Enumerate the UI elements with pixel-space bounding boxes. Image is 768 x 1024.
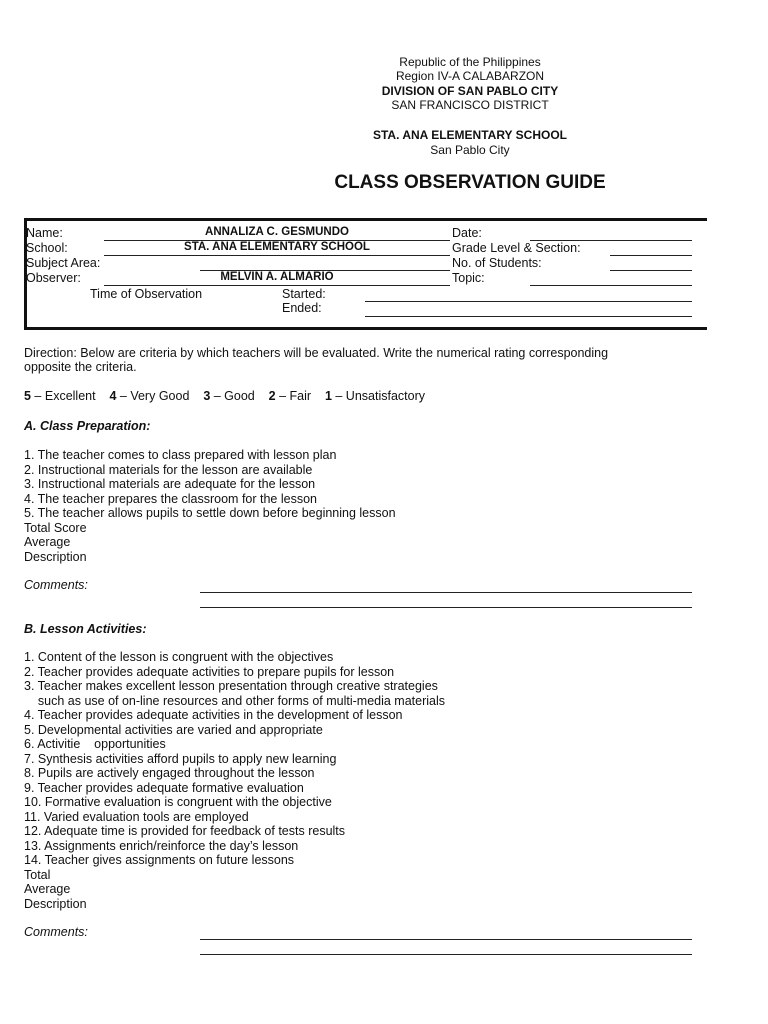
list-item: 1. Content of the lesson is congruent with the objectives: [24, 650, 334, 664]
list-item: Average: [24, 882, 71, 896]
list-item: Description: [24, 549, 87, 564]
scale-1-text: – Unsatisfactory: [331, 389, 425, 403]
name-value[interactable]: ANNALIZA C. GESMUNDO: [205, 226, 349, 238]
topic-line[interactable]: [530, 285, 692, 286]
list-item: 2. Teacher provides adequate activities to prepare pupils for lesson: [24, 664, 395, 679]
school-line: [104, 255, 450, 256]
section-a-comment-line-1[interactable]: [200, 592, 692, 593]
header-division: DIVISION OF SAN PABLO CITY: [381, 84, 559, 98]
list-item: 14. Teacher gives assignments on future lessons: [24, 853, 295, 867]
ended-label: Ended:: [282, 301, 322, 315]
grade-line[interactable]: [610, 255, 692, 256]
observer-label: Observer:: [26, 271, 81, 285]
list-item: Total: [24, 867, 51, 882]
scale-4-text: – Very Good: [116, 389, 190, 403]
section-b-comment-line-1[interactable]: [200, 939, 692, 940]
list-item: 5. The teacher allows pupils to settle down before beginning lesson: [24, 506, 396, 520]
list-item: 1. The teacher comes to class prepared with lesson plan: [24, 448, 337, 462]
section-a-comment-line-2[interactable]: [200, 607, 692, 608]
school-label: School:: [26, 241, 68, 255]
observer-line: [104, 285, 450, 286]
scale-4-num: 4: [109, 389, 117, 403]
header-city: San Pablo City: [430, 143, 510, 157]
list-item: 11. Varied evaluation tools are employed: [24, 809, 249, 824]
topic-label: Topic:: [452, 271, 485, 285]
time-of-observation-label: Time of Observation: [90, 287, 203, 301]
scale-5-num: 5: [24, 389, 31, 403]
ended-line[interactable]: [365, 316, 692, 317]
students-line[interactable]: [610, 270, 692, 271]
section-a-list: [24, 448, 396, 564]
scale-3-num: 3: [203, 389, 211, 403]
header-republic: Republic of the Philippines: [399, 55, 541, 69]
scale-3-text: – Good: [210, 389, 255, 403]
date-label: Date:: [452, 226, 482, 240]
observer-value[interactable]: MELVIN A. ALMARIO: [220, 271, 334, 283]
list-item: 8. Pupils are actively engaged throughout the lesson: [24, 766, 315, 780]
school-value[interactable]: STA. ANA ELEMENTARY SCHOOL: [184, 241, 370, 253]
list-item: 13. Assignments enrich/reinforce the day’s lesson: [24, 838, 299, 853]
list-item: 3. Teacher makes excellent lesson presentation through creative strategies: [24, 679, 438, 693]
scale-2-text: – Fair: [275, 389, 312, 403]
students-label: No. of Students:: [452, 256, 542, 270]
list-item: such as use of on-line resources and other forms of multi-media materials: [24, 693, 446, 708]
direction-line-1: Direction: Below are criteria by which teachers will be evaluated. Write the numerical rating corresponding: [24, 346, 609, 360]
grade-label: Grade Level & Section:: [452, 241, 581, 255]
header-district: SAN FRANCISCO DISTRICT: [391, 98, 549, 112]
header-school: STA. ANA ELEMENTARY SCHOOL: [372, 128, 567, 142]
subject-label: Subject Area:: [26, 256, 101, 270]
section-b-title: B. Lesson Activities:: [24, 622, 147, 636]
list-item: Average: [24, 535, 71, 549]
list-item: 12. Adequate time is provided for feedback of tests results: [24, 824, 346, 838]
list-item: 3. Instructional materials are adequate for the lesson: [24, 477, 316, 491]
list-item: Description: [24, 896, 87, 911]
list-item: 4. Teacher provides adequate activities in the development of lesson: [24, 708, 403, 722]
header-region: Region IV-A CALABARZON: [395, 69, 545, 83]
started-label: Started:: [282, 287, 326, 301]
list-item: Total Score: [24, 520, 87, 535]
section-a-comments-label: Comments:: [24, 578, 88, 592]
started-line[interactable]: [365, 301, 692, 302]
list-item: 6. Activitie opportunities: [24, 737, 166, 751]
scale-1-num: 1: [324, 389, 332, 403]
list-item: 4. The teacher prepares the classroom for the lesson: [24, 491, 317, 506]
list-item: 10. Formative evaluation is congruent with the objective: [24, 795, 332, 809]
name-label: Name:: [26, 226, 63, 240]
list-item: 7. Synthesis activities afford pupils to apply new learning: [24, 751, 337, 766]
list-item: 2. Instructional materials for the lesson are available: [24, 462, 313, 477]
scale-2-num: 2: [268, 389, 276, 403]
scale-5-text: – Excellent: [30, 389, 96, 403]
direction-line-2: opposite the criteria.: [24, 360, 137, 374]
section-a-title: A. Class Preparation:: [24, 419, 151, 433]
section-b-list: [24, 650, 445, 911]
list-item: 9. Teacher provides adequate formative evaluation: [24, 780, 304, 795]
list-item: 5. Developmental activities are varied and appropriate: [24, 722, 323, 737]
page-title: CLASS OBSERVATION GUIDE: [334, 172, 606, 193]
section-b-comments-label: Comments:: [24, 925, 88, 939]
section-b-comment-line-2[interactable]: [200, 954, 692, 955]
rating-scale: [24, 389, 425, 403]
